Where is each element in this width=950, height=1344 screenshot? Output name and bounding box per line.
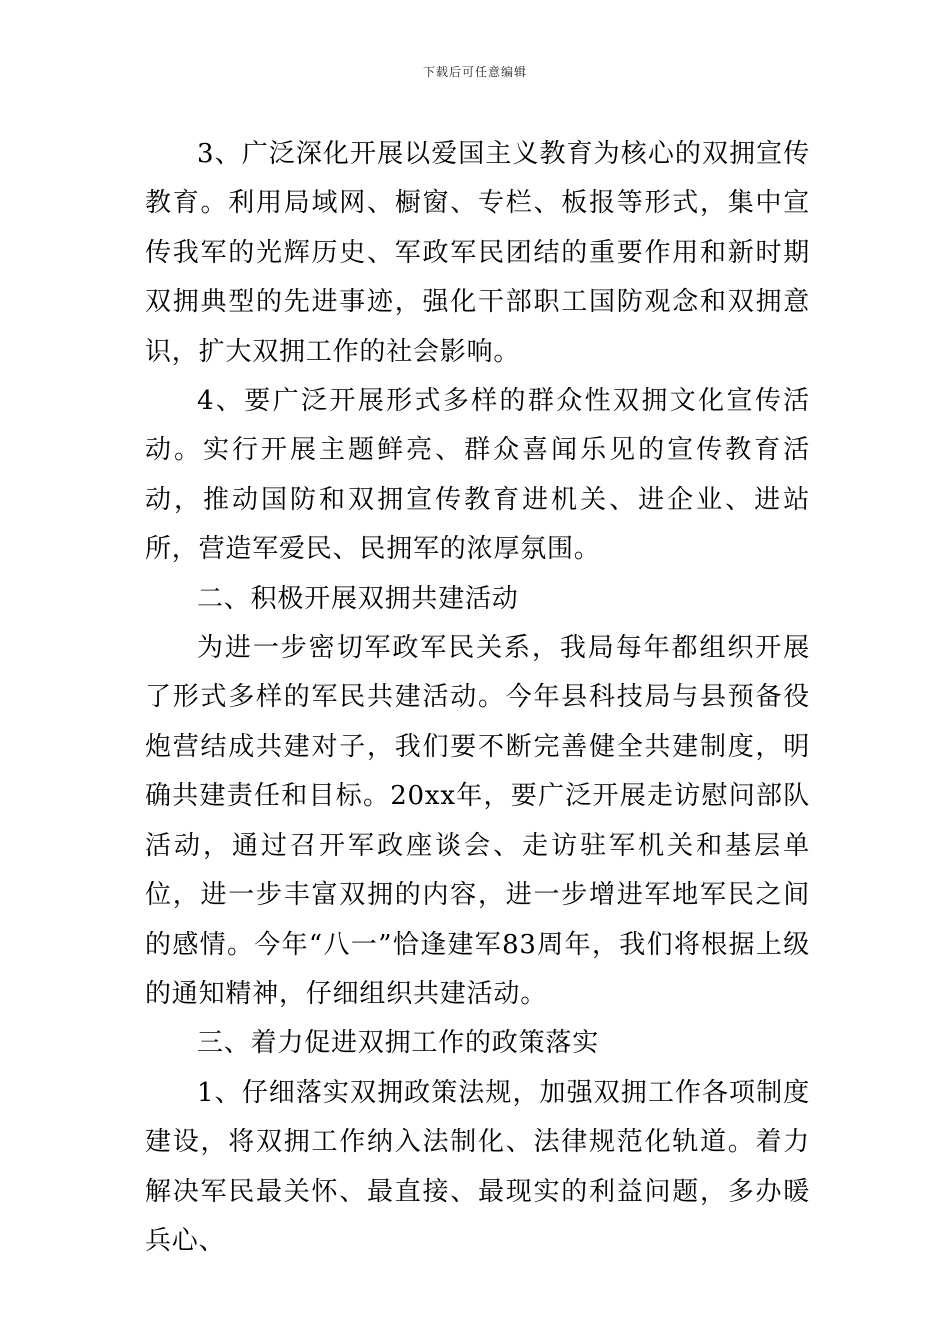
section-heading-2: 二、积极开展双拥共建活动: [197, 583, 519, 614]
page-header-note: 下载后可任意编辑: [422, 65, 527, 79]
section-heading-3: 三、着力促进双拥工作的政策落实: [197, 1028, 600, 1059]
paragraph-joint-building: 为进一步密切军政军民关系，我局每年都组织开展了形式多样的军民共建活动。今年县科技局与县预备役炮营结成共建对子，我们要不断完善健全共建制度，明确共建责任和目标。20xx年，要广泛开展走访慰问部队活动，通过召开军政座谈会、走访驻军机关和基层单位，进一步丰富双拥的内容，进一步增进军地军民之间的感情。今年“八一”恰逢建军83周年，我们将根据上级的通知精神，仔细组织共建活动。: [145, 633, 810, 1009]
paragraph-item-4: 4、要广泛开展形式多样的群众性双拥文化宣传活动。实行开展主题鲜亮、群众喜闻乐见的宣传教育活动，推动国防和双拥宣传教育进机关、进企业、进站所，营造军爱民、民拥军的浓厚氛围。: [145, 386, 810, 565]
document-body: [145, 130, 810, 1266]
paragraph-item-1: 1、仔细落实双拥政策法规，加强双拥工作各项制度建设，将双拥工作纳入法制化、法律规范化轨道。着力解决军民最关怀、最直接、最现实的利益问题，多办暖兵心、: [145, 1077, 810, 1256]
paragraph-item-3: 3、广泛深化开展以爱国主义教育为核心的双拥宣传教育。利用局域网、橱窗、专栏、板报等形式，集中宣传我军的光辉历史、军政军民团结的重要作用和新时期双拥典型的先进事迹，强化干部职工国防观念和双拥意识，扩大双拥工作的社会影响。: [145, 139, 810, 367]
